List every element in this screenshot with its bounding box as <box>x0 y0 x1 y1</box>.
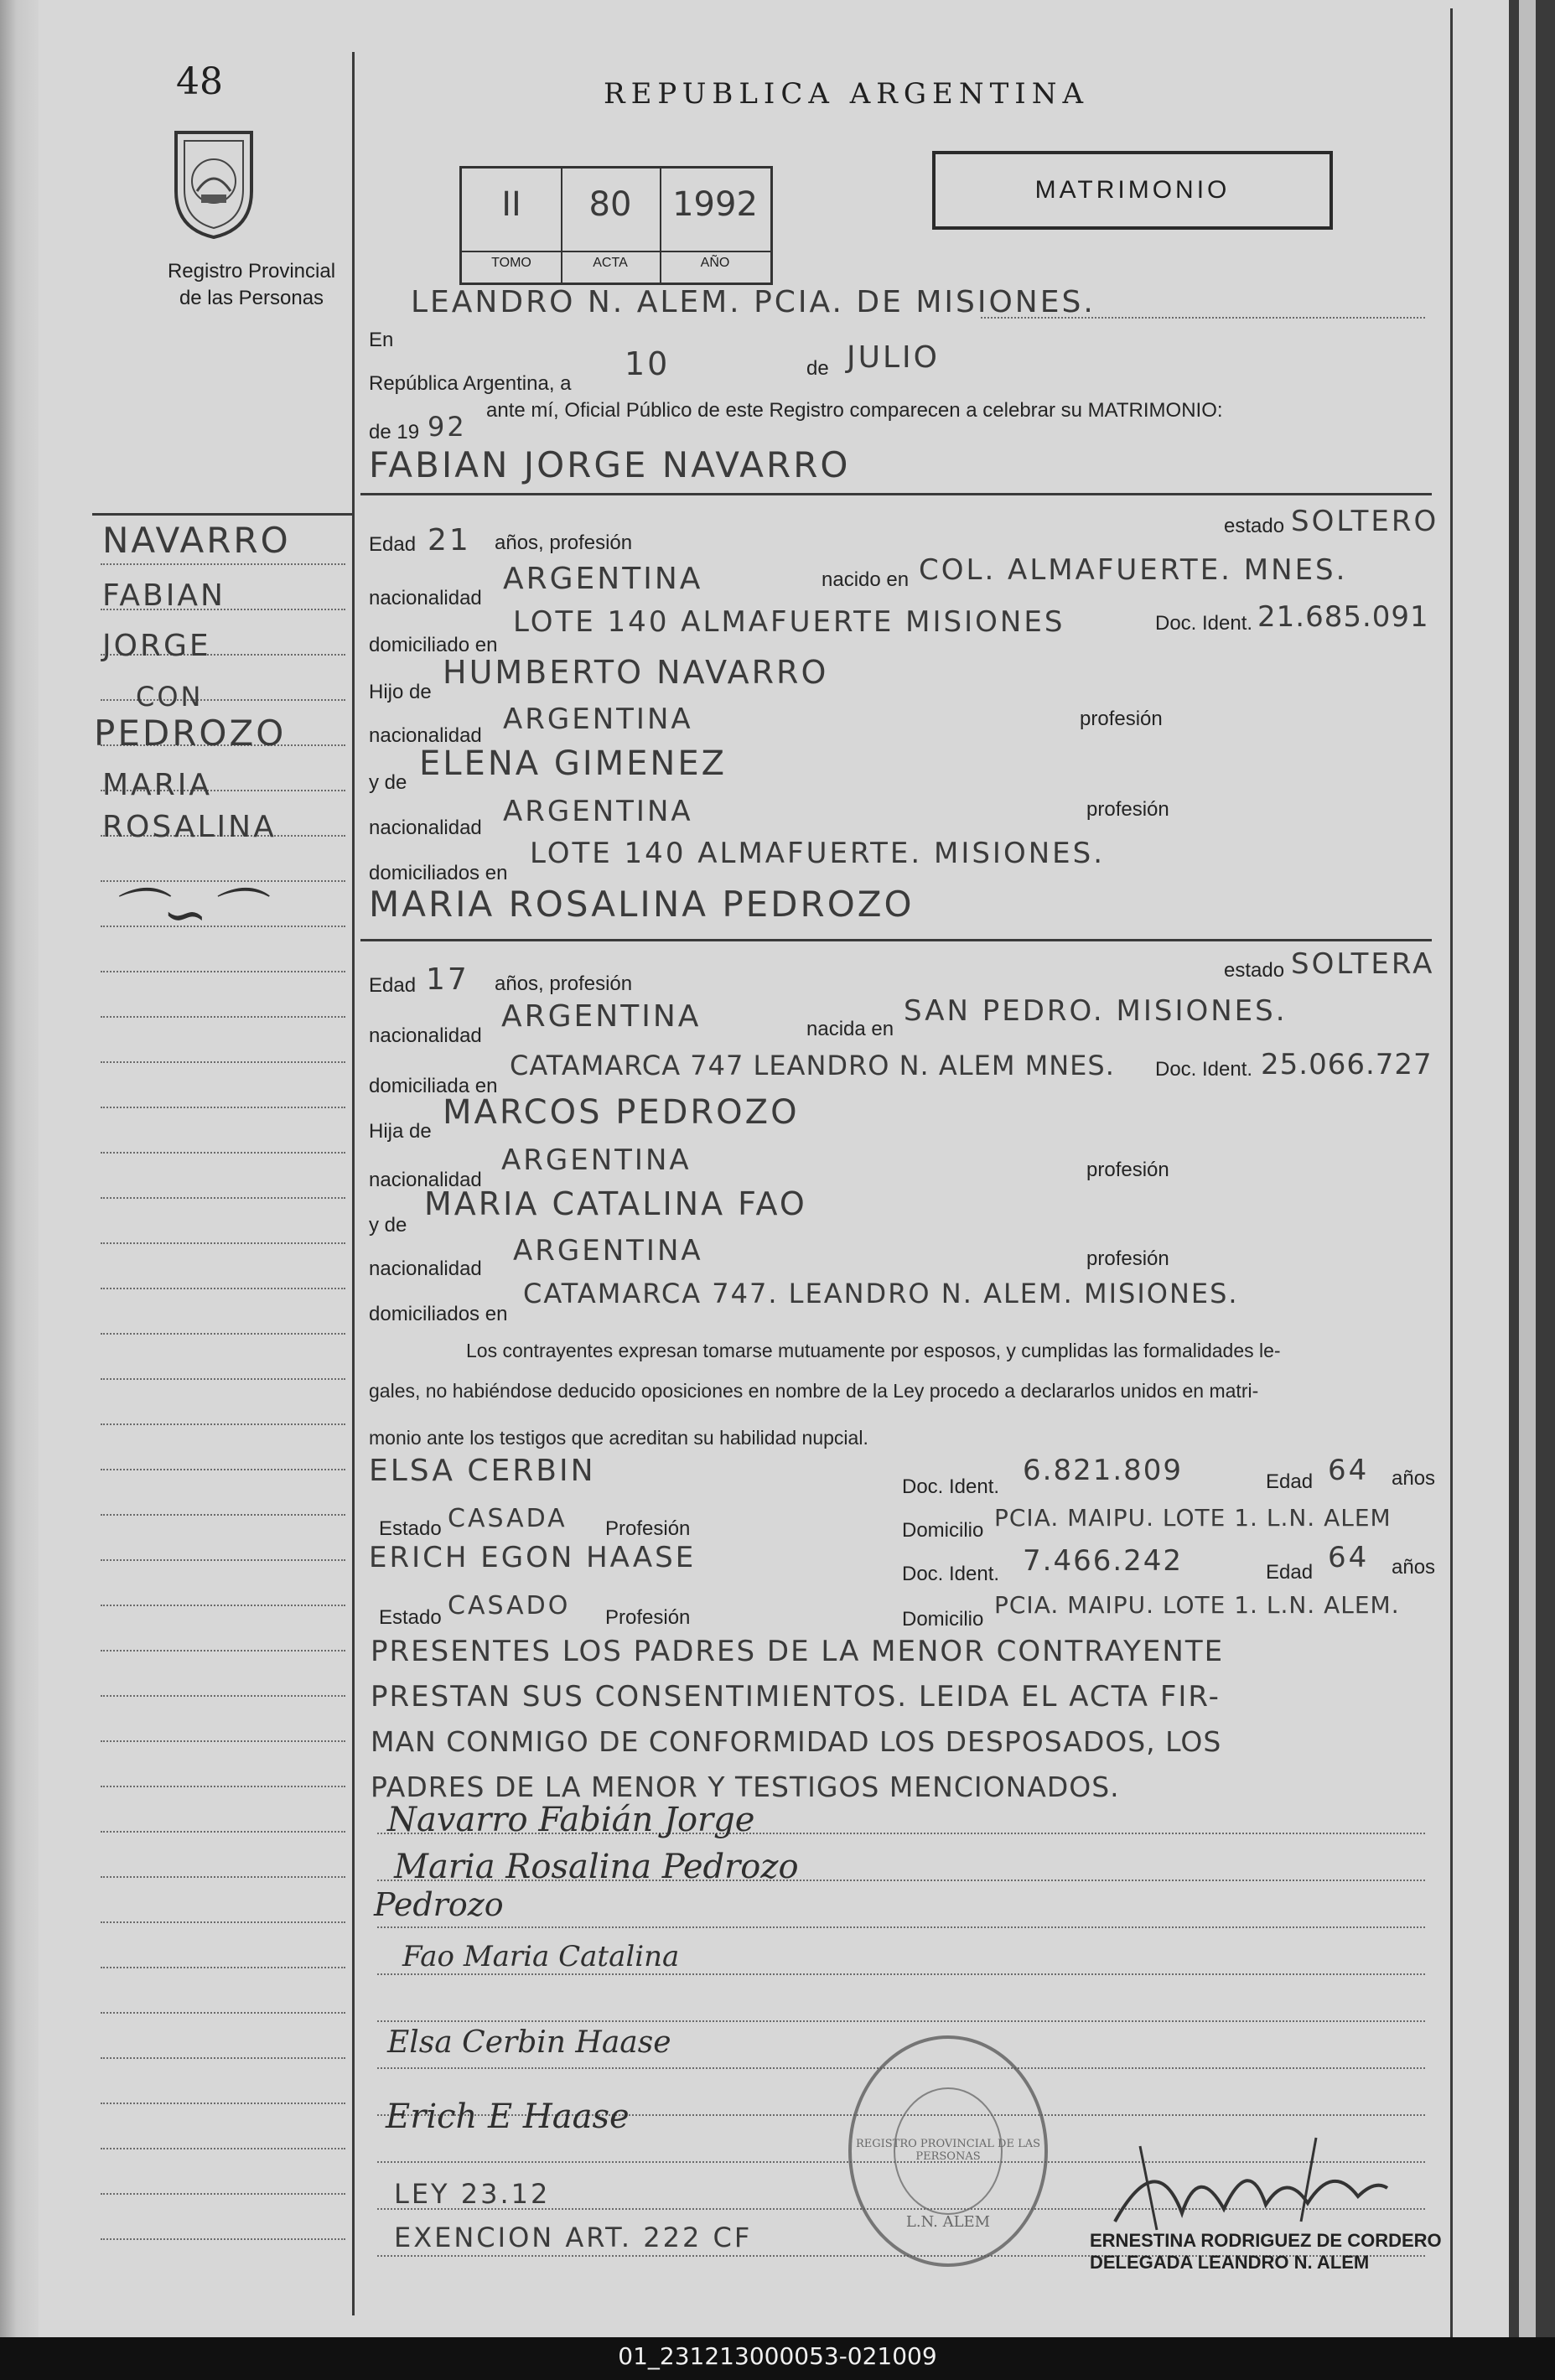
declaration-line-1: Los contrayentes expresan tomarse mutuamente por esposos, y cumplidas las formalidades le- <box>466 1340 1281 1361</box>
margin-name-1: FABIAN <box>102 578 225 613</box>
registry-label <box>109 258 394 312</box>
groom-separator <box>360 493 1432 495</box>
bride-mother-profesion-label: profesión <box>1086 1247 1169 1270</box>
witness-1-estado: CASADA <box>448 1504 568 1533</box>
seal-text <box>852 2138 1044 2231</box>
tomo-cell <box>462 169 562 283</box>
witness-1-domicilio-label: Domicilio <box>902 1519 984 1542</box>
margin-rule-line <box>101 1469 345 1470</box>
bride-doc: 25.066.727 <box>1261 1048 1433 1081</box>
margin-rule-line <box>101 2148 345 2149</box>
body-rule-line <box>377 1926 1425 1928</box>
adjacent-page-edge <box>1519 0 1536 2337</box>
intro-statement: ante mí, Oficial Público de este Registro comparecen a celebrar su MATRIMONIO: <box>486 399 1223 422</box>
acta-cell <box>561 169 661 283</box>
groom-estado-label: estado <box>1224 515 1285 537</box>
groom-parents-address: LOTE 140 ALMAFUERTE. MISIONES. <box>530 837 1106 870</box>
witness-1-anos-label: años <box>1392 1467 1436 1490</box>
groom-age: 21 <box>428 523 471 557</box>
bride-nacionalidad-label: nacionalidad <box>369 1024 482 1047</box>
note-line-3: MAN CONMIGO DE CONFORMIDAD LOS DESPOSADOS, LOS <box>371 1725 1222 1758</box>
body-rule-line <box>377 1973 1425 1975</box>
margin-rule-line <box>101 1016 345 1018</box>
witness-2-estado-label: Estado <box>379 1606 442 1629</box>
note-line-1: PRESENTES LOS PADRES DE LA MENOR CONTRAYENTE <box>371 1635 1225 1668</box>
de-label: de <box>806 357 829 380</box>
margin-rule-line <box>101 1786 345 1787</box>
act-type-box: MATRIMONIO <box>932 151 1333 230</box>
bride-separator <box>360 939 1432 941</box>
bride-nationality: ARGENTINA <box>501 999 702 1034</box>
margin-rule-line <box>101 2193 345 2195</box>
en-label: En <box>369 329 394 351</box>
bride-domiciliada-label: domiciliada en <box>369 1075 498 1097</box>
witness-1-profesion-label: Profesión <box>605 1517 691 1540</box>
declaration-line-3: monio ante los testigos que acreditan su habilidad nupcial. <box>369 1427 868 1449</box>
bride-address: CATAMARCA 747 LEANDRO N. ALEM MNES. <box>510 1050 1115 1081</box>
groom-father-nationality: ARGENTINA <box>503 703 693 736</box>
margin-rule-line <box>101 1695 345 1697</box>
seal-text-main: REGISTRO PROVINCIAL DE LAS PERSONAS <box>855 2138 1041 2163</box>
witness-2-name: ERICH EGON HAASE <box>369 1541 697 1574</box>
margin-rule-line <box>101 1333 345 1335</box>
signature-bride: Maria Rosalina Pedrozo <box>394 1848 799 1886</box>
bride-estado-label: estado <box>1224 959 1285 982</box>
margin-rule-line <box>101 1650 345 1651</box>
seal-text-bottom: L.N. ALEM <box>905 2213 991 2231</box>
bride-doc-label: Doc. Ident. <box>1155 1058 1253 1081</box>
registry-seal <box>848 2035 1048 2267</box>
witness-1-age: 64 <box>1328 1454 1370 1487</box>
bride-mother-nationality: ARGENTINA <box>513 1234 703 1268</box>
groom-doc-label: Doc. Ident. <box>1155 612 1253 635</box>
witness-2-domicilio: PCIA. MAIPU. LOTE 1. L.N. ALEM. <box>994 1591 1400 1619</box>
witness-1-doc-label: Doc. Ident. <box>902 1475 1000 1498</box>
groom-mother: ELENA GIMENEZ <box>419 744 728 783</box>
right-border <box>1450 8 1453 2337</box>
margin-rule-line <box>101 1921 345 1923</box>
place-value: LEANDRO N. ALEM. PCIA. DE MISIONES. <box>411 285 1096 319</box>
official-line-2: DELEGADA LEANDRO N. ALEM <box>1090 2252 1370 2273</box>
groom-nacionalidad-label: nacionalidad <box>369 587 482 609</box>
margin-name-4: ROSALINA <box>102 810 277 844</box>
groom-father-nacionalidad-label: nacionalidad <box>369 724 482 747</box>
margin-rule-line <box>101 1423 345 1425</box>
tomo-value: II <box>501 185 521 224</box>
margin-rule-line <box>101 2057 345 2059</box>
signature-bride-father: Pedrozo <box>374 1886 504 1923</box>
bride-mother-nacionalidad-label: nacionalidad <box>369 1257 482 1280</box>
margin-top-rule <box>92 513 354 516</box>
year-prefix: de 19 <box>369 421 420 443</box>
witness-1-edad-label: Edad <box>1266 1470 1314 1493</box>
margin-rule-line <box>101 1288 345 1289</box>
groom-estado: SOLTERO <box>1291 505 1439 538</box>
margin-rule-line <box>101 1967 345 1968</box>
bride-father-nacionalidad-label: nacionalidad <box>369 1169 482 1191</box>
bride-father-profesion-label: profesión <box>1086 1159 1169 1181</box>
country-title: REPUBLICA ARGENTINA <box>604 77 1090 111</box>
margin-rule-line <box>101 1831 345 1833</box>
groom-domiciliado-label: domiciliado en <box>369 634 498 656</box>
legal-line-1: LEY 23.12 <box>394 2178 551 2210</box>
reference-box <box>459 166 773 285</box>
groom-anos-profesion-label: años, profesión <box>495 531 633 554</box>
bride-parents-address: CATAMARCA 747. LEANDRO N. ALEM. MISIONES. <box>523 1278 1239 1309</box>
groom-hijo-label: Hijo de <box>369 681 432 703</box>
day-value: 10 <box>625 345 671 382</box>
margin-rule-line <box>101 1514 345 1516</box>
margin-rule-line <box>101 2238 345 2240</box>
groom-mother-nacionalidad-label: nacionalidad <box>369 817 482 839</box>
official-signature-mark <box>1107 2129 1392 2238</box>
witness-1-doc: 6.821.809 <box>1023 1454 1184 1487</box>
witness-1-domicilio: PCIA. MAIPU. LOTE 1. L.N. ALEM <box>994 1504 1392 1532</box>
margin-rule-line <box>101 563 345 565</box>
groom-nacido-label: nacido en <box>822 568 910 591</box>
witness-1-estado-label: Estado <box>379 1517 442 1540</box>
acta-caption: ACTA <box>561 251 660 271</box>
bride-birthplace: SAN PEDRO. MISIONES. <box>904 994 1288 1028</box>
groom-nationality: ARGENTINA <box>503 562 703 596</box>
month-value: JULIO <box>847 340 940 375</box>
groom-yde-label: y de <box>369 771 407 794</box>
margin-rule-line <box>101 1197 345 1199</box>
signature-groom: Navarro Fabián Jorge <box>387 1801 755 1839</box>
groom-birthplace: COL. ALMAFUERTE. MNES. <box>919 553 1348 587</box>
groom-address: LOTE 140 ALMAFUERTE MISIONES <box>513 605 1065 639</box>
registry-line-1: Registro Provincial <box>167 260 336 283</box>
margin-rule-line <box>101 1605 345 1606</box>
binding-edge <box>0 0 39 2337</box>
margin-rule-line <box>101 1876 345 1878</box>
year-suffix: 92 <box>428 411 467 443</box>
witness-2-doc-label: Doc. Ident. <box>902 1563 1000 1585</box>
margin-rule-line <box>101 1242 345 1244</box>
page-number: 48 <box>176 60 223 103</box>
witness-2-domicilio-label: Domicilio <box>902 1608 984 1631</box>
witness-2-estado: CASADO <box>448 1591 571 1620</box>
margin-rule-line <box>101 1559 345 1561</box>
margin-rule-line <box>101 1152 345 1154</box>
official-line-1: ERNESTINA RODRIGUEZ DE CORDERO <box>1090 2230 1442 2251</box>
margin-rule-line <box>101 1107 345 1108</box>
margin-rule-line <box>101 1061 345 1063</box>
declaration-line-2: gales, no habiéndose deducido oposiciones en nombre de la Ley procedo a declararlos unidos en matri- <box>369 1380 1259 1402</box>
margin-surname-groom: NAVARRO <box>102 520 291 561</box>
groom-mother-nationality: ARGENTINA <box>503 795 693 828</box>
witness-2-profesion-label: Profesión <box>605 1606 691 1629</box>
groom-doc: 21.685.091 <box>1257 600 1429 634</box>
witness-2-age: 64 <box>1328 1541 1370 1574</box>
official-stamp <box>1090 2230 1442 2274</box>
bride-father: MARCOS PEDROZO <box>443 1093 800 1132</box>
ano-cell <box>660 169 770 283</box>
body-rule-line <box>377 2020 1425 2022</box>
groom-father: HUMBERTO NAVARRO <box>443 654 829 691</box>
margin-rule-line <box>101 971 345 972</box>
margin-rule-line <box>101 2012 345 2014</box>
scan-identifier: 01_231213000053-021009 <box>618 2342 937 2370</box>
bride-father-nationality: ARGENTINA <box>501 1143 692 1177</box>
ano-value: 1992 <box>672 185 758 224</box>
republica-label: República Argentina, a <box>369 372 572 395</box>
margin-flourish: ⌒∽⌒ <box>109 884 262 946</box>
signature-witness-2: Erich E Haase <box>386 2097 630 2136</box>
margin-rule-line <box>101 1740 345 1742</box>
bride-anos-profesion-label: años, profesión <box>495 972 633 995</box>
bride-hija-label: Hija de <box>369 1120 432 1143</box>
bride-age: 17 <box>426 962 469 997</box>
acta-value: 80 <box>588 185 632 224</box>
margin-divider <box>352 52 355 2315</box>
groom-father-profesion-label: profesión <box>1080 708 1163 730</box>
witness-2-anos-label: años <box>1392 1556 1436 1579</box>
bride-nacida-label: nacida en <box>806 1018 894 1040</box>
bride-name: MARIA ROSALINA PEDROZO <box>369 884 915 925</box>
margin-name-2: JORGE <box>102 629 211 663</box>
groom-edad-label: Edad <box>369 533 417 556</box>
tomo-caption: TOMO <box>462 251 561 271</box>
province-emblem-icon <box>168 124 260 241</box>
legal-line-2: EXENCION ART. 222 CF <box>394 2222 753 2253</box>
witness-1-name: ELSA CERBIN <box>369 1454 596 1488</box>
ano-caption: AÑO <box>660 251 770 271</box>
margin-con: CON <box>136 681 204 713</box>
margin-surname-bride: PEDROZO <box>94 713 287 754</box>
margin-rule-line <box>101 2103 345 2104</box>
bride-domiciliados-label: domiciliados en <box>369 1303 508 1325</box>
margin-name-3: MARIA <box>102 768 212 802</box>
witness-2-doc: 7.466.242 <box>1023 1544 1184 1578</box>
groom-mother-profesion-label: profesión <box>1086 798 1169 821</box>
margin-rule-line <box>101 1378 345 1380</box>
bride-yde-label: y de <box>369 1214 407 1237</box>
note-line-2: PRESTAN SUS CONSENTIMIENTOS. LEIDA EL ACTA FIR- <box>371 1680 1221 1714</box>
signature-witness-1: Elsa Cerbin Haase <box>387 2025 671 2060</box>
signature-bride-mother: Fao Maria Catalina <box>402 1940 680 1973</box>
note-line-4: PADRES DE LA MENOR Y TESTIGOS MENCIONADOS. <box>371 1771 1120 1803</box>
bride-estado: SOLTERA <box>1291 947 1435 981</box>
bride-mother: MARIA CATALINA FAO <box>424 1185 807 1222</box>
groom-name: FABIAN JORGE NAVARRO <box>369 444 851 485</box>
bride-edad-label: Edad <box>369 974 417 997</box>
groom-domiciliados-label: domiciliados en <box>369 862 508 884</box>
witness-2-edad-label: Edad <box>1266 1561 1314 1584</box>
registry-line-2: de las Personas <box>179 287 324 309</box>
